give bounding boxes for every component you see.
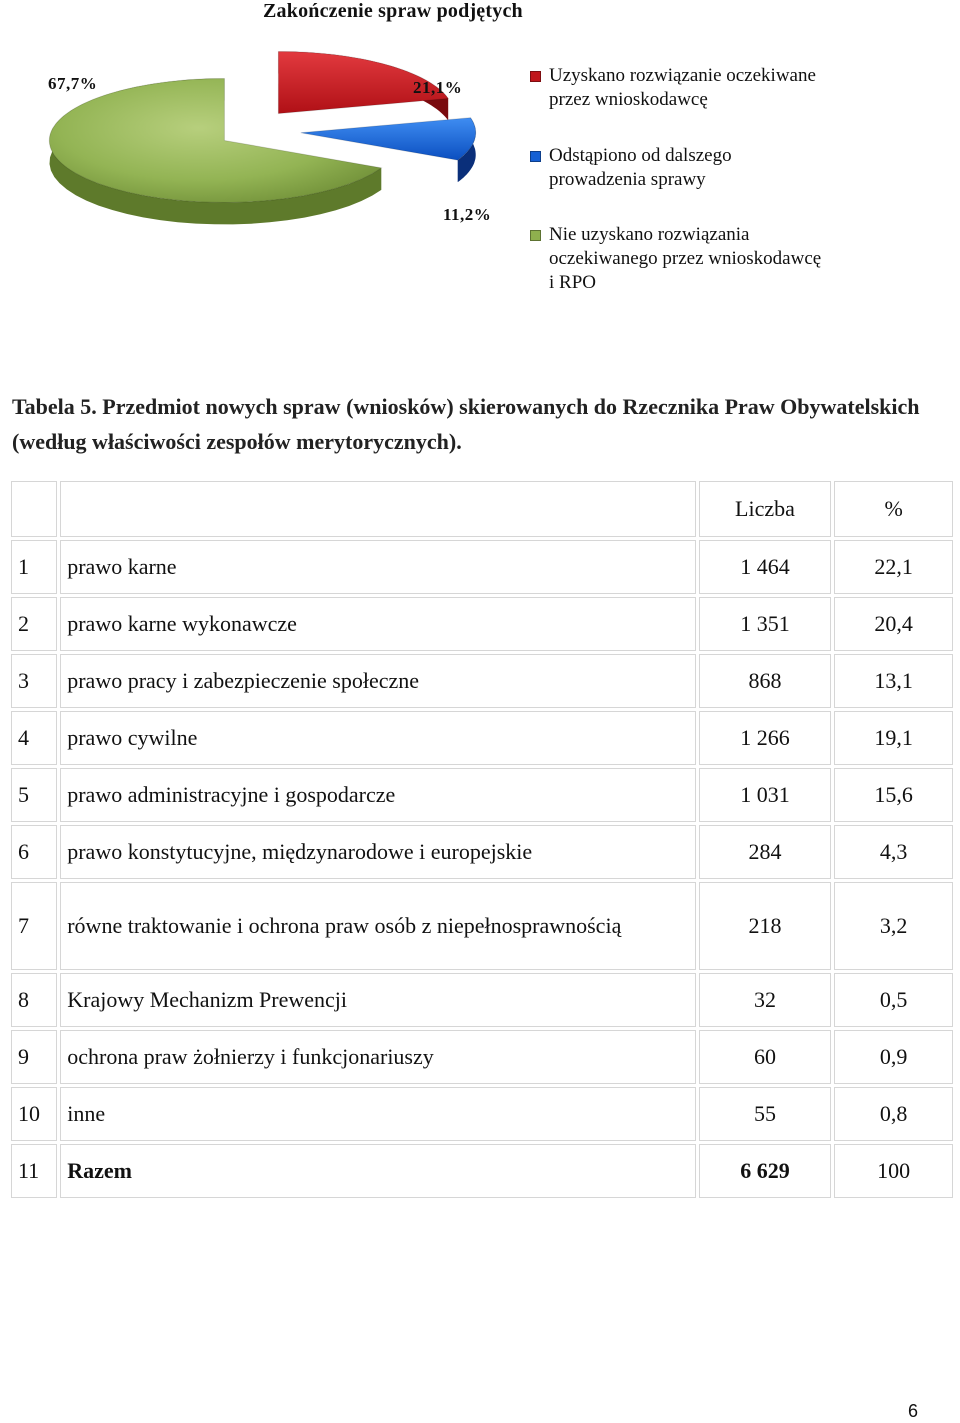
row-number: 1 — [11, 540, 57, 594]
pie-chart — [0, 30, 520, 270]
legend-swatch-red — [530, 71, 541, 82]
row-percent: 0,5 — [834, 973, 953, 1027]
pie-slice-blue — [301, 118, 476, 160]
row-number: 11 — [11, 1144, 57, 1198]
row-percent: 22,1 — [834, 540, 953, 594]
row-count: 1 351 — [699, 597, 832, 651]
table-row — [11, 1087, 953, 1141]
row-number: 5 — [11, 768, 57, 822]
row-count: 1 266 — [699, 711, 832, 765]
chart-title: Zakończenie spraw podjętych — [263, 0, 523, 22]
pie-label-green: 67,7% — [48, 74, 98, 93]
row-count: 868 — [699, 654, 832, 708]
row-count: 32 — [699, 973, 832, 1027]
row-number: 3 — [11, 654, 57, 708]
row-number: 9 — [11, 1030, 57, 1084]
row-subject: prawo konstytucyjne, międzynarodowe i europejskie — [60, 825, 695, 879]
table-row — [11, 597, 953, 651]
legend-item — [530, 144, 889, 192]
row-count: 55 — [699, 1087, 832, 1141]
row-percent: 19,1 — [834, 711, 953, 765]
table-header-row — [11, 481, 953, 537]
row-percent: 0,9 — [834, 1030, 953, 1084]
table-row — [11, 768, 953, 822]
legend-item — [530, 64, 889, 112]
row-count: 218 — [699, 882, 832, 970]
row-subject: równe traktowanie i ochrona praw osób z niepełnosprawnością — [60, 882, 695, 970]
header-no — [11, 481, 57, 537]
table-row — [11, 711, 953, 765]
row-subject: prawo pracy i zabezpieczenie społeczne — [60, 654, 695, 708]
table-row — [11, 973, 953, 1027]
legend-swatch-green — [530, 230, 541, 241]
row-percent: 15,6 — [834, 768, 953, 822]
table-row — [11, 1144, 953, 1198]
row-percent: 4,3 — [834, 825, 953, 879]
row-count: 1 464 — [699, 540, 832, 594]
header-count: Liczba — [699, 481, 832, 537]
header-name — [60, 481, 695, 537]
row-subject: prawo administracyjne i gospodarcze — [60, 768, 695, 822]
table-row — [11, 540, 953, 594]
row-count: 284 — [699, 825, 832, 879]
row-number: 4 — [11, 711, 57, 765]
header-pct: % — [834, 481, 953, 537]
row-count: 1 031 — [699, 768, 832, 822]
row-subject: prawo karne — [60, 540, 695, 594]
row-number: 6 — [11, 825, 57, 879]
row-subject: prawo cywilne — [60, 711, 695, 765]
legend-label: Nie uzyskano rozwiązania oczekiwanego przez wnioskodawcę i RPO — [549, 224, 822, 293]
table-row — [11, 882, 953, 970]
row-percent: 0,8 — [834, 1087, 953, 1141]
row-number: 10 — [11, 1087, 57, 1141]
row-subject: ochrona praw żołnierzy i funkcjonariuszy — [60, 1030, 695, 1084]
pie-label-blue: 11,2% — [443, 205, 492, 224]
legend-label: Odstąpiono od dalszego prowadzenia sprawy — [549, 145, 732, 190]
row-percent: 3,2 — [834, 882, 953, 970]
row-percent: 20,4 — [834, 597, 953, 651]
row-count: 60 — [699, 1030, 832, 1084]
row-number: 7 — [11, 882, 57, 970]
row-number: 8 — [11, 973, 57, 1027]
row-subject: Razem — [60, 1144, 695, 1198]
row-subject: prawo karne wykonawcze — [60, 597, 695, 651]
legend-swatch-blue — [530, 151, 541, 162]
pie-label-red: 21,1% — [413, 78, 463, 97]
row-percent: 13,1 — [834, 654, 953, 708]
subjects-table — [8, 478, 956, 1201]
row-subject: Krajowy Mechanizm Prewencji — [60, 973, 695, 1027]
row-percent: 100 — [834, 1144, 953, 1198]
page-number: 6 — [908, 1401, 919, 1421]
legend-item — [530, 223, 889, 295]
table-row — [11, 654, 953, 708]
table-row — [11, 1030, 953, 1084]
row-count: 6 629 — [699, 1144, 832, 1198]
legend-label: Uzyskano rozwiązanie oczekiwane przez wnioskodawcę — [549, 65, 816, 110]
table-caption: Tabela 5. Przedmiot nowych spraw (wniosków) skierowanych do Rzecznika Praw Obywatelskich (według właściwości zespołów merytorycznych). — [12, 394, 920, 454]
row-subject: inne — [60, 1087, 695, 1141]
table-row — [11, 825, 953, 879]
row-number: 2 — [11, 597, 57, 651]
